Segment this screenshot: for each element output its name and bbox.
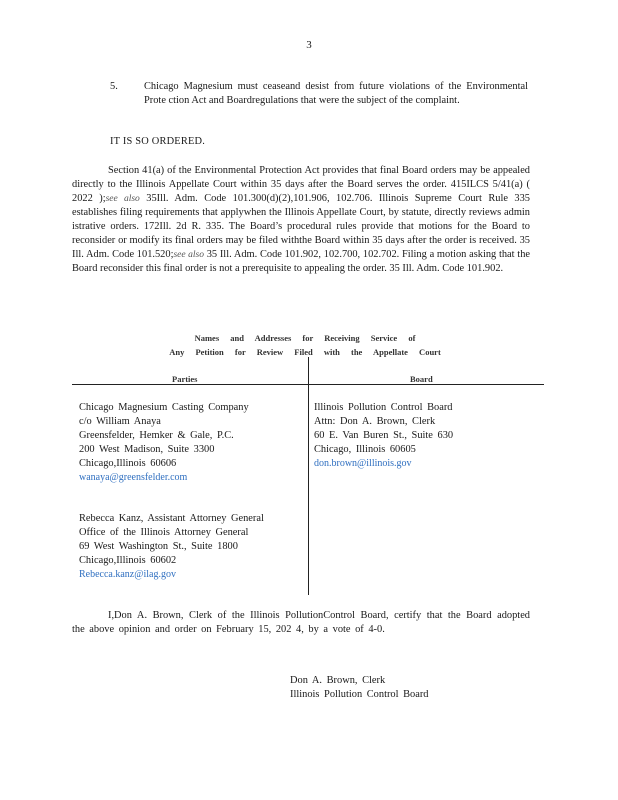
address-line: Greensfelder, Hemker & Gale, P.C. xyxy=(79,430,234,441)
address-line: Illinois Pollution Control Board xyxy=(314,402,453,413)
page-number: 3 xyxy=(306,39,312,51)
certification-text: I,Don A. Brown, Clerk of the Illinois PollutionControl Board, certify that the Board adopted the above opinion and order on February 15, 202 4, by a vote of 4-0. xyxy=(72,610,530,635)
address-line: Office of the Illinois Attorney General xyxy=(79,527,249,538)
address-line: Chicago,Illinois 60606 xyxy=(79,458,177,469)
address-line: Chicago,Illinois 60602 xyxy=(79,555,177,566)
address-line: 69 West Washington St., Suite 1800 xyxy=(79,541,238,552)
signature-org: Illinois Pollution Control Board xyxy=(290,689,429,700)
address-line: c/o William Anaya xyxy=(79,416,161,427)
caption-line-1: Names and Addresses for Receiving Service of xyxy=(194,333,416,343)
signature-name: Don A. Brown, Clerk xyxy=(290,675,386,686)
board-address xyxy=(314,401,453,471)
it-is-so-ordered: IT IS SO ORDERED. xyxy=(110,136,205,147)
appeal-rights-paragraph xyxy=(72,164,530,276)
address-line: 60 E. Van Buren St., Suite 630 xyxy=(314,430,454,441)
column-header-parties: Parties xyxy=(172,374,198,384)
paragraph-text-2: 35Ill. Adm. Code 101.300(d)(2),101.906, 102.706. Illinois Supreme Court Rule 335 establishes filing requirements that applywhen the Illinois Appellate Court, by statute, directly reviews admin istrative orders. 172Ill. 2d R. 335. The Board’s procedural rules provide that motions for the Board to reconsider or modify its final orders may be filed withthe Board within 35 days after the order is received. 35 Ill. Adm. Code 101.520; xyxy=(72,193,530,260)
address-line: Attn: Don A. Brown, Clerk xyxy=(314,416,436,427)
address-line: Rebecca Kanz, Assistant Attorney General xyxy=(79,513,264,524)
order-item-text: Chicago Magnesium must ceaseand desist from future violations of the Environmental Prote ction Act and Boardregulations that were the subject of the complaint. xyxy=(144,81,528,106)
service-table-caption xyxy=(150,331,460,359)
see-also-1: see also xyxy=(105,194,140,204)
see-also-2: see also xyxy=(173,250,204,260)
signature-block xyxy=(290,674,429,702)
caption-line-2: Any Petition for Review Filed with the Appellate Court xyxy=(169,347,441,357)
clerk-certification xyxy=(72,609,530,637)
address-line: Chicago, Illinois 60605 xyxy=(314,444,416,455)
address-line: 200 West Madison, Suite 3300 xyxy=(79,444,215,455)
address-line: Chicago Magnesium Casting Company xyxy=(79,402,249,413)
email-link[interactable]: wanaya@greensfelder.com xyxy=(79,472,188,483)
party-address-attorney-general xyxy=(79,512,264,582)
email-link[interactable]: Rebecca.kanz@ilag.gov xyxy=(79,569,176,580)
paragraph-text-3: 35 Ill. Adm. Code 101.902, 102.700, 102.702. Filing a motion asking that the Board reconsider this final order is not a prerequisite to appealing the order. 35 Ill. Adm. Code 101.902. xyxy=(72,249,530,274)
party-address-magnesium xyxy=(79,401,249,485)
email-link[interactable]: don.brown@illinois.gov xyxy=(314,458,412,469)
column-header-board: Board xyxy=(410,374,433,384)
paragraph-text-1: Section 41(a) of the Environmental Protection Act provides that final Board orders may be appealed directly to the Illinois Appellate Court within 35 days after the Board serves the order. 415ILCS 5/41(a) ( 2022 ); xyxy=(72,165,530,204)
table-vertical-rule xyxy=(308,357,309,595)
order-item-number: 5. xyxy=(110,81,118,92)
